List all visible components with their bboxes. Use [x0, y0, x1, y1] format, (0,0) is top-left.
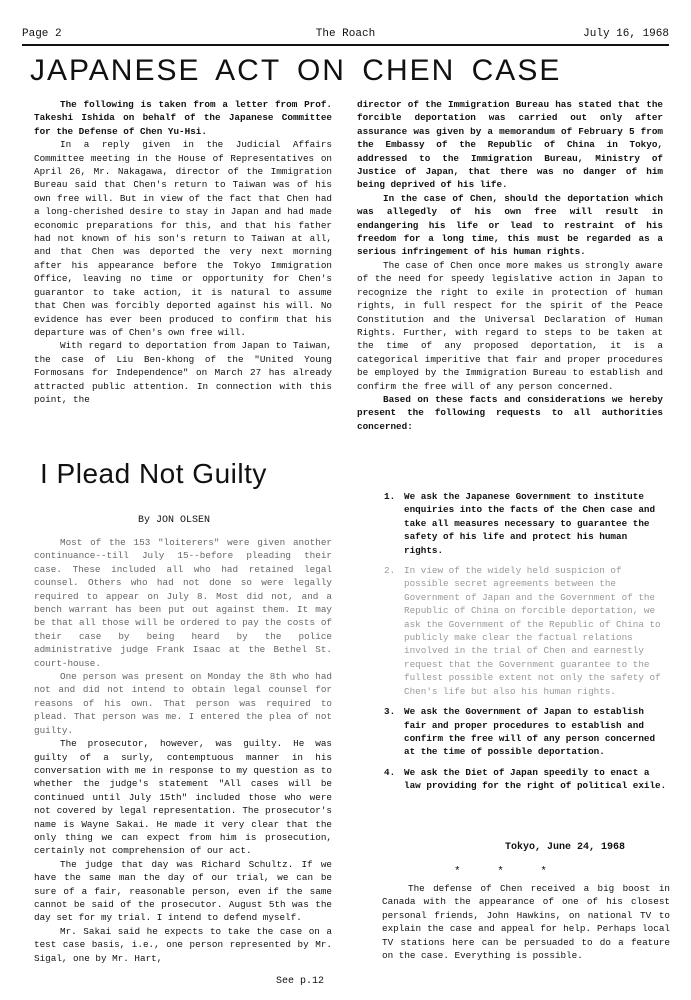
article2-paragraph: The prosecutor, however, was guilty. He was guilty of a surly, contemptuous manner in his conversation with me in response to my question as to whether the judge's statement "All cases will be continued until July 15th" included those who were not covered by legal representation. The prosecutor's name is Wayne Sakai. He made it very clear that the only thing we can expect from him is prosecution, certainly not comprehension of our act. [34, 738, 332, 857]
request-item [384, 766, 669, 793]
article1-paragraph: Based on these facts and considerations we hereby present the following requests to all authorities concerned: [357, 393, 663, 432]
article2-byline: By JON OLSEN [138, 515, 211, 526]
article1-paragraph: In a reply given in the Judicial Affairs Committee meeting in the House of Representatives on April 26, Mr. Nakagawa, director of the Immigration Bureau said that Chen's return to Taiwan was of his own free will. But in view of the fact that Chen had a long-cherished desire to stay in Japan and had made economic preparations for this, and that his father had not known of his son's return to Taiwan at all, and that Chen was deported the very next morning after his appearance before the Tokyo Immigration Office, leaving no time or opportunity for Chen's guarantor to take action, it is natural to assume that Chen was forcibly deported against his will. No evidence has ever been produced to confirm that his departure was of Chen's own free will. [34, 139, 332, 338]
article2-paragraph: Mr. Sakai said he expects to take the case on a test case basis, i.e., one person represented by Mr. Sigal, one by Mr. Hart, [34, 925, 332, 964]
letter-dateline: Tokyo, June 24, 1968 [505, 842, 626, 853]
issue-date: July 16, 1968 [583, 28, 669, 40]
article-headline: JAPANESE ACT ON CHEN CASE [30, 54, 562, 87]
article1-paragraph: The case of Chen once more makes us strongly aware of the need for speedy legislative action in Japan to recognize the right to exile in protection of human rights, in full respect for the spirit of the Peace Constitution and the Universal Declaration of Human Rights. Further, with regard to steps to be taken at the time of any proposed deportation, it is a categorical imperitive that fair and proper procedures be employed by the Immigration Bureau to establish and confirm the free will of any person concerned. [357, 259, 663, 392]
article1-column1 [34, 98, 332, 406]
postscript [382, 882, 670, 962]
request-item [384, 490, 669, 557]
article1-paragraph: In the case of Chen, should the deportation which was allegedly of his own free will result in endangering his life or lead to restraint of his freedom for a long time, this must be regarded as a serious infringement of his human rights. [357, 192, 663, 258]
postscript-text: The defense of Chen received a big boost in Canada with the appearance of one of his closest personal friends, John Hawkins, on national TV to explain the case and appeal for help. Perhaps local TV stations here can be persuaded to do a feature on the case. Everything is possible. [382, 883, 670, 962]
header-rule [22, 44, 669, 46]
request-number: 4. [384, 766, 396, 778]
request-text: We ask the Japanese Government to institute enquiries into the facts of the Chen case and take all measures necessary to guarantee the safety of his life and protect his human rights. [404, 491, 656, 556]
request-number: 1. [384, 491, 396, 502]
publication-name: The Roach [315, 28, 376, 40]
article1-intro: The following is taken from a letter from Prof. Takeshi Ishida on behalf of the Japanese Committee for the Defense of Chen Yu-Hsi. [34, 99, 332, 137]
article2-paragraph: The judge that day was Richard Schultz. If we have the same man the day of our trial, we can be sure of a fair, reasonable person, even if the same cannot be said of the prosecutor. August 5th was the day set for my trial. I intend to defend myself. [34, 858, 332, 924]
article2-headline: I Plead Not Guilty [40, 458, 267, 489]
section-separator: * * * [454, 866, 548, 878]
request-text: We ask the Government of Japan to establish fair and proper procedures to establish and confirm the free will of any person concerned at the time of possible deportation. [404, 706, 656, 758]
page-number: Page 2 [22, 28, 62, 40]
article1-paragraph: With regard to deportation from Japan to Taiwan, the case of Liu Ben-khong of the "United Young Formosans for Independence" on March 27 has already attracted public attention. In connection with this point, the [34, 340, 332, 405]
request-number: 3. [384, 706, 396, 718]
request-text: We ask the Diet of Japan speedily to enact a law providing for the right of political exile. [404, 766, 667, 792]
request-number: 2. [384, 565, 396, 577]
article2-body [34, 536, 332, 965]
requests-list [384, 490, 669, 800]
request-item [384, 564, 669, 698]
article1-paragraph: director of the Immigration Bureau has stated that the forcible deportation was carried out only after assurance was given by a memorandum of February 5 from the Embassy of the Republic of China in Tokyo, addressed to the Immigration Bureau, Ministry of Justice of Japan, that there was no danger of him being deprived of his life. [357, 99, 663, 191]
request-item [384, 705, 669, 759]
article1-column2 [357, 98, 663, 433]
continued-reference: See p.12 [276, 976, 325, 987]
request-text: In view of the widely held suspicion of possible secret agreements between the Government of Japan and the Government of the Republic of China on forcible deportation, we ask the Government of the Republic of China to publicly make clear the factual relations involved in the trial of Chen and earnestly request that the Government guarantee to the fullest possible extent not only the safety of Chen's life but also his human rights. [404, 565, 661, 697]
article2-paragraph: One person was present on Monday the 8th who had not and did not intend to obtain legal counsel for reasons of his own. That person was required to plead. That person was me. I entered the plea of not guilty. [34, 671, 332, 736]
page-header [22, 26, 669, 44]
article2-paragraph: Most of the 153 "loiterers" were given another continuance--till July 15--before pleading their case. These included all who had retained legal counsel. Others who had not done so were legally required to appear on July 8. Most did not, and a bench warrant has been put out against them. It may be that all those will be ordered to pay the costs of their case by being heard by the police administrative judge Frank Isaac at the Bethel St. court-house. [34, 537, 332, 669]
